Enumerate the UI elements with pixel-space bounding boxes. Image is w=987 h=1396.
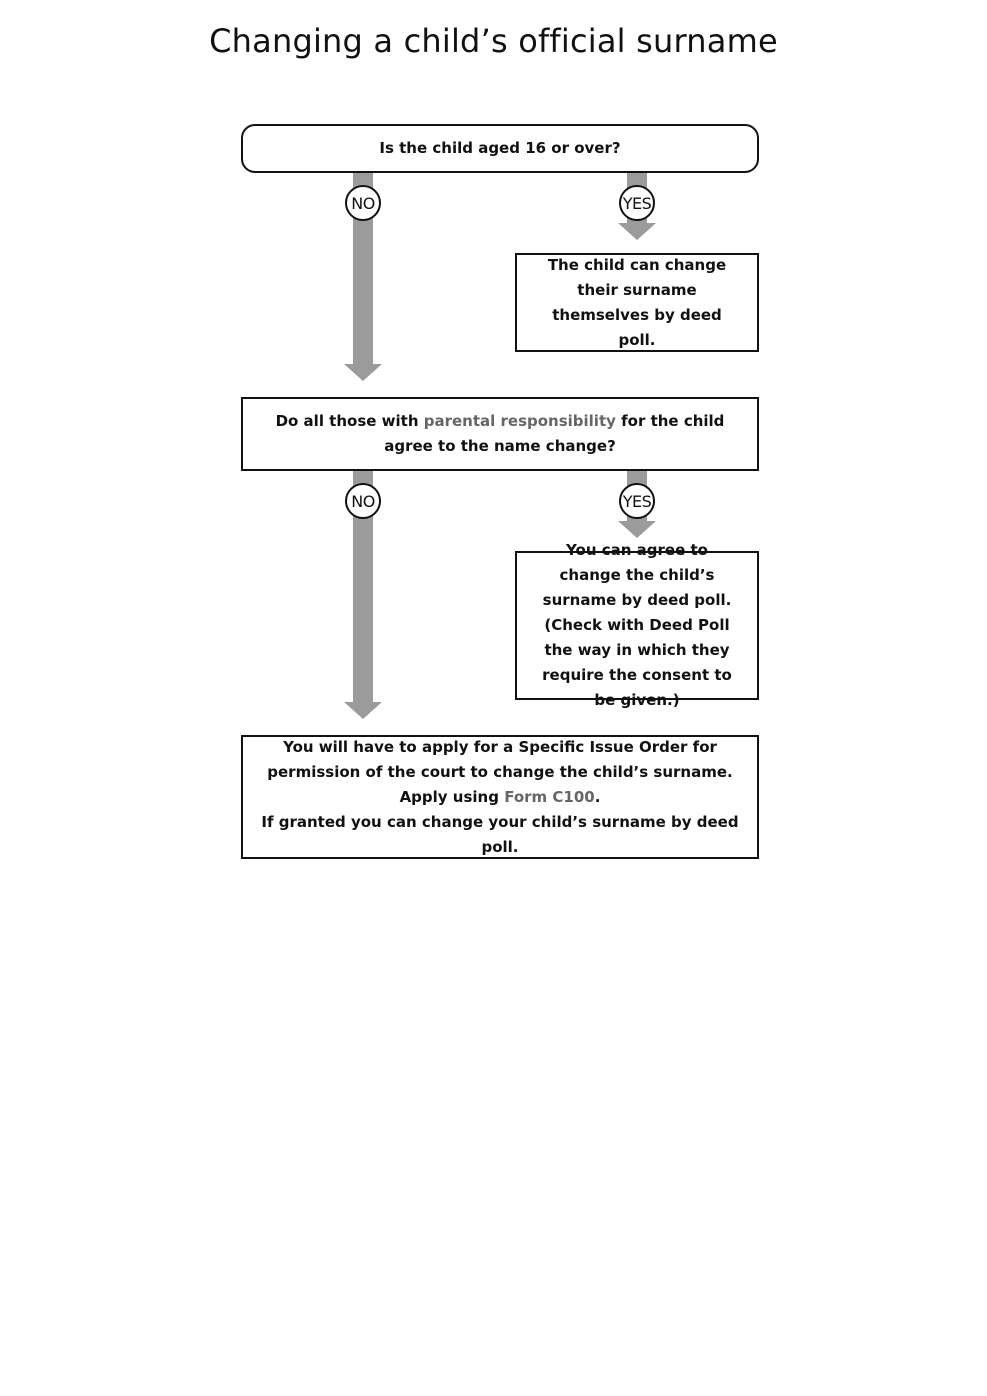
yes-badge-1: YES bbox=[619, 185, 655, 221]
yes-arrow-2-head bbox=[618, 521, 656, 538]
result-specific-issue-order-box bbox=[241, 735, 759, 859]
apply-using-line bbox=[261, 785, 739, 810]
question-consent-text-before: Do all those with bbox=[275, 412, 424, 430]
no-arrow-2-head bbox=[344, 702, 382, 719]
if-granted-line: If granted you can change your child’s surname by deed poll. bbox=[261, 812, 739, 856]
yes-arrow-1-head bbox=[618, 223, 656, 240]
form-c100-link[interactable]: Form C100 bbox=[504, 787, 595, 806]
parental-responsibility-link[interactable]: parental responsibility bbox=[423, 412, 616, 430]
question-consent-box bbox=[241, 397, 759, 471]
result-agree-deed-poll-text: You can agree to change the child’s surname by deed poll. (Check with Deed Poll the way in which they require the consent to be given.) bbox=[542, 541, 732, 709]
question-consent-text-after: for the child agree to the name change? bbox=[384, 412, 725, 455]
result-self-deed-poll-box bbox=[515, 253, 759, 352]
page-title: Changing a child’s official surname bbox=[209, 22, 778, 60]
specific-issue-order-line: You will have to apply for a Specific Issue Order for permission of the court to change the child’s surname. bbox=[267, 737, 733, 781]
result-agree-deed-poll-box bbox=[515, 541, 759, 709]
question-age-box bbox=[241, 124, 759, 173]
no-arrow-1-head bbox=[344, 364, 382, 381]
yes-badge-2: YES bbox=[619, 483, 655, 519]
question-consent-text bbox=[255, 409, 745, 459]
result-self-deed-poll-text: The child can change their surname themselves by deed poll. bbox=[547, 255, 727, 349]
apply-using-before: Apply using bbox=[399, 787, 505, 806]
question-age-text: Is the child aged 16 or over? bbox=[379, 139, 621, 157]
no-badge-2: NO bbox=[345, 483, 381, 519]
no-badge-1: NO bbox=[345, 185, 381, 221]
apply-using-after: . bbox=[594, 787, 601, 806]
